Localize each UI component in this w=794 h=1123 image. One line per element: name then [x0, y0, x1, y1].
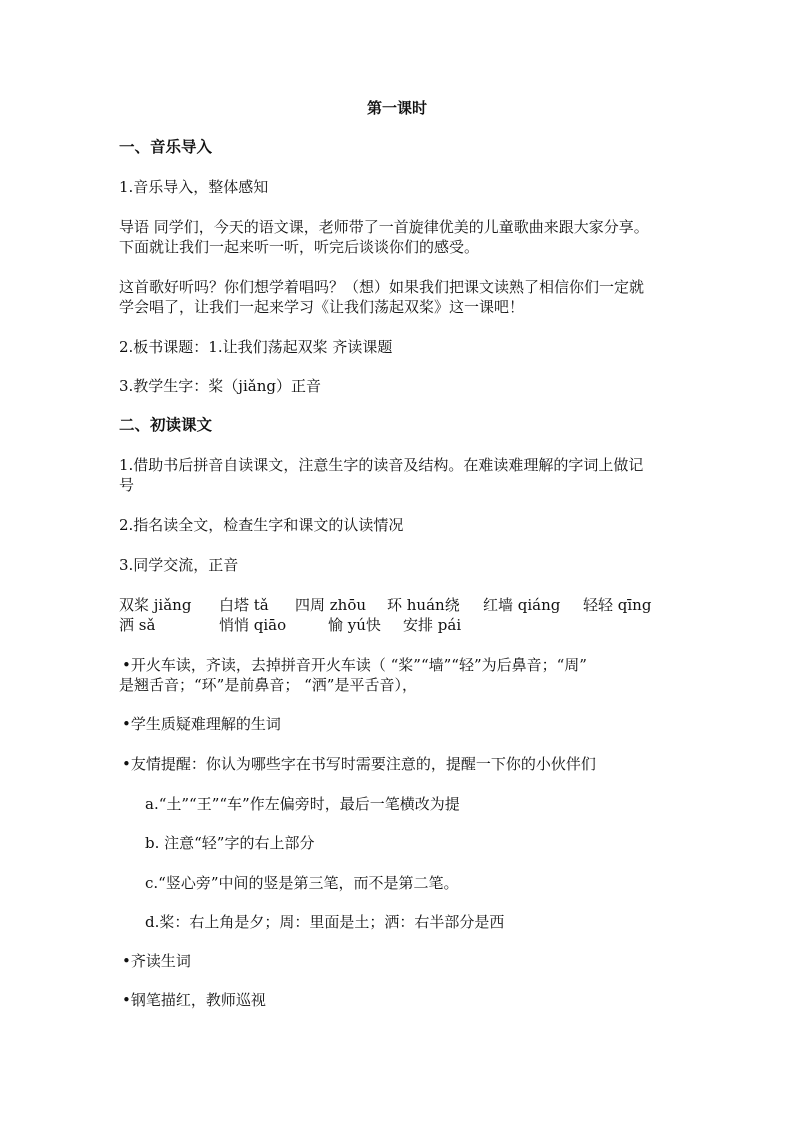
vocab-word: 四周 zhōu — [295, 596, 367, 614]
note-a: a.“土”“王”“车”作左偏旁时，最后一笔横改为提 — [145, 795, 460, 813]
note-d: d.桨：右上角是夕；周：里面是土；洒：右半部分是西 — [145, 913, 505, 931]
item-teach-characters: 3.教学生字：桨（jiǎng）正音 — [119, 377, 321, 395]
page-title: 第一课时 — [366, 99, 427, 117]
question-text-line-2: 学会唱了，让我们一起来学习《让我们荡起双桨》这一课吧！ — [119, 298, 525, 316]
vocab-word: 洒 sǎ — [119, 616, 156, 634]
item-self-reading-line-2: 号 — [119, 476, 135, 494]
vocab-word: 白塔 tǎ — [219, 596, 269, 614]
vocab-word: 安排 pái — [403, 616, 462, 634]
section-heading-music-intro: 一、音乐导入 — [119, 137, 213, 156]
item-named-reading: 2.指名读全文，检查生字和课文的认读情况 — [119, 516, 404, 534]
vocab-word: 双桨 jiǎng — [119, 596, 192, 614]
vocab-word: 悄悄 qiāo — [219, 616, 287, 634]
intro-text-line-1: 导语 同学们，今天的语文课，老师带了一首旋律优美的儿童歌曲来跟大家分享。 — [119, 218, 649, 236]
bullet-train-reading-line-1: •开火车读，齐读，去掉拼音开火车读（ “桨”“墙”“轻”为后鼻音；“周” — [122, 656, 587, 674]
note-b: b. 注意“轻”字的右上部分 — [145, 834, 315, 852]
vocab-word: 轻轻 qīng — [583, 596, 652, 614]
item-music-intro: 1.音乐导入，整体感知 — [119, 178, 269, 196]
bullet-friendly-reminder: •友情提醒：你认为哪些字在书写时需要注意的，提醒一下你的小伙伴们 — [122, 755, 596, 773]
section-heading-first-reading: 二、初读课文 — [119, 415, 213, 434]
note-c: c.“竖心旁”中间的竖是第三笔，而不是第二笔。 — [145, 874, 459, 892]
bullet-read-together: •齐读生词 — [122, 952, 191, 970]
vocab-word: 愉 yú快 — [328, 616, 381, 634]
bullet-train-reading-line-2: 是翘舌音；“环”是前鼻音； “洒”是平舌音）， — [119, 676, 417, 694]
item-exchange: 3.同学交流，正音 — [119, 556, 239, 574]
bullet-pen-tracing: •钢笔描红，教师巡视 — [122, 991, 266, 1009]
question-text-line-1: 这首歌好听吗？你们想学着唱吗？（想）如果我们把课文读熟了相信你们一定就 — [119, 278, 645, 296]
item-self-reading-line-1: 1.借助书后拼音自读课文，注意生字的读音及结构。在难读难理解的字词上做记 — [119, 456, 644, 474]
vocab-word: 环 huán绕 — [387, 596, 460, 614]
item-blackboard-title: 2.板书课题：1.让我们荡起双桨 齐读课题 — [119, 338, 393, 356]
intro-text-line-2: 下面就让我们一起来听一听，听完后谈谈你们的感受。 — [119, 238, 480, 256]
bullet-student-questions: •学生质疑难理解的生词 — [122, 715, 281, 733]
vocab-word: 红墙 qiáng — [483, 596, 561, 614]
